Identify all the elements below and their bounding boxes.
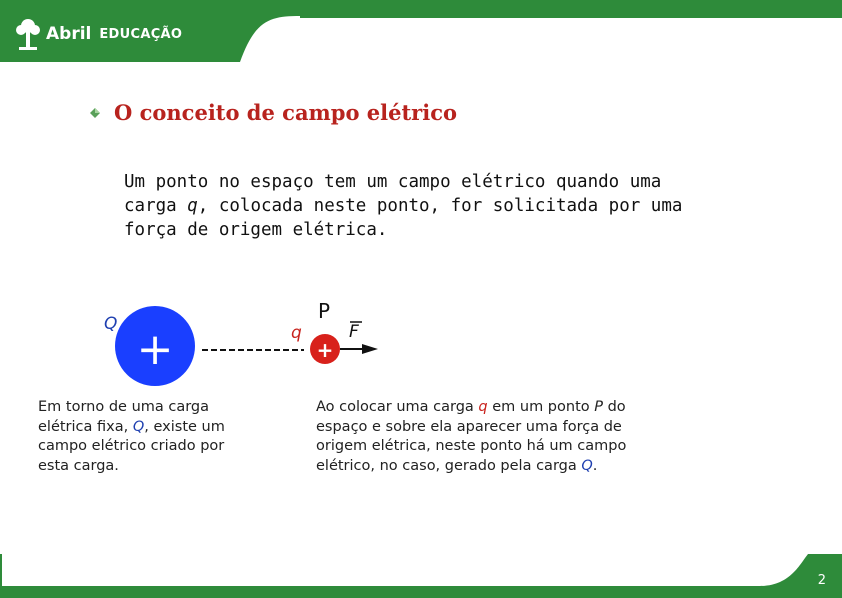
paragraph-var-q: q bbox=[187, 196, 198, 216]
caption-right-text-4: . bbox=[592, 457, 598, 474]
page-number: 2 bbox=[817, 573, 826, 588]
caption-right-var-P: P bbox=[594, 399, 603, 415]
label-q: q bbox=[291, 323, 302, 343]
label-P: P bbox=[318, 299, 331, 323]
paragraph-text-1: Um ponto no espaço tem um campo elétrico quando uma carga bbox=[124, 172, 662, 216]
tree-icon bbox=[14, 17, 42, 51]
label-Q: Q bbox=[104, 314, 118, 334]
brand-logo bbox=[14, 14, 182, 54]
caption-left-text-1: Em torno de uma carga elétrica fixa, bbox=[38, 399, 210, 435]
force-arrow-head bbox=[362, 344, 378, 354]
caption-right bbox=[316, 398, 676, 476]
caption-right-text-2: em um ponto bbox=[487, 399, 595, 415]
caption-left bbox=[38, 398, 258, 476]
label-F: F bbox=[349, 322, 359, 342]
electric-field-diagram bbox=[0, 290, 842, 390]
caption-right-text-1: Ao colocar uma carga bbox=[316, 399, 479, 415]
slide-title: O conceito de campo elétrico bbox=[114, 100, 458, 125]
footer bbox=[0, 554, 842, 598]
brand-name: Abril bbox=[46, 24, 92, 44]
test-charge-sign: + bbox=[316, 338, 334, 362]
caption-right-var-q: q bbox=[478, 399, 488, 415]
source-charge-sign: + bbox=[136, 324, 174, 375]
slide-title-row bbox=[90, 100, 457, 125]
footer-band bbox=[0, 554, 842, 598]
definition-paragraph bbox=[124, 170, 684, 242]
diamond-bullet-icon bbox=[90, 108, 100, 118]
caption-left-var-Q: Q bbox=[132, 418, 145, 435]
caption-right-var-Q: Q bbox=[581, 457, 593, 474]
caption-left-text-2: , existe um campo elétrico criado por esta carga. bbox=[38, 418, 225, 474]
brand-sub: EDUCAÇÃO bbox=[99, 26, 183, 42]
caption-right-text-3: do espaço e sobre ela aparecer uma força de origem elétrica, neste ponto há um campo elétrico, no caso, gerado pela carga bbox=[316, 399, 627, 474]
header bbox=[0, 0, 842, 62]
paragraph-text-2: , colocada neste ponto, for solicitada por uma força de origem elétrica. bbox=[124, 196, 683, 240]
